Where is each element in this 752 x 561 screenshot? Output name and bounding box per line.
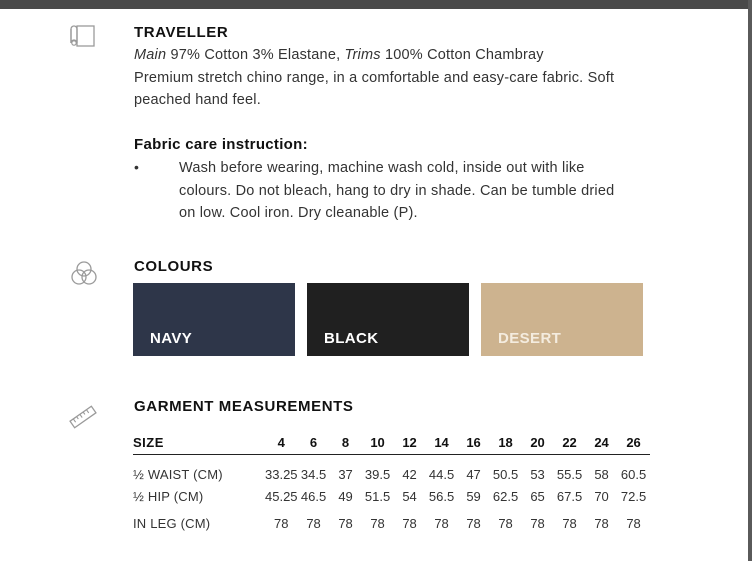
table-cell: 67.5: [556, 488, 583, 504]
row-label: ½ WAIST (CM): [133, 466, 223, 482]
size-header-cell: 10: [362, 430, 394, 455]
table-cell: 53: [530, 466, 545, 482]
table-cell: 78: [530, 515, 545, 531]
table-cell: 50.5: [492, 466, 519, 482]
care-title: Fabric care instruction:: [134, 136, 308, 153]
care-line2: colours. Do not bleach, hang to dry in shade. Can be tumble dried: [179, 182, 615, 199]
size-header-cell: 6: [298, 430, 330, 455]
swatch-desert: [481, 283, 643, 356]
table-cell: 44.5: [428, 466, 455, 482]
size-header-cell: 22: [554, 430, 586, 455]
table-cell: 78: [434, 515, 449, 531]
table-cell: 78: [338, 515, 353, 531]
main-label: Main: [134, 47, 167, 63]
size-header-cell: 8: [330, 430, 362, 455]
fabric-description-line1: Premium stretch chino range, in a comfortable and easy-care fabric. Soft: [134, 70, 615, 86]
table-cell: 78: [274, 515, 289, 531]
table-cell: 72.5: [620, 488, 647, 504]
table-cell: 34.5: [300, 466, 327, 482]
size-header: SIZE: [133, 430, 265, 455]
table-row-waist: [133, 463, 650, 485]
table-cell: 51.5: [364, 488, 391, 504]
table-cell: 78: [498, 515, 513, 531]
fabric-description-line2: peached hand feel.: [134, 92, 261, 108]
table-cell: 45.25: [265, 488, 298, 504]
table-cell: 56.5: [428, 488, 455, 504]
ruler-icon: [68, 402, 98, 432]
main-composition: 97% Cotton 3% Elastane,: [170, 47, 341, 63]
table-cell: 78: [594, 515, 609, 531]
trims-composition: 100% Cotton Chambray: [384, 47, 544, 63]
table-cell: 78: [562, 515, 577, 531]
table-cell: 60.5: [620, 466, 647, 482]
swatch-navy: [133, 283, 295, 356]
size-header-cell: 12: [394, 430, 426, 455]
fabric-title: TRAVELLER: [134, 24, 229, 41]
table-cell: 47: [466, 466, 481, 482]
table-cell: 58: [594, 466, 609, 482]
table-cell: 78: [402, 515, 417, 531]
right-border: [748, 0, 752, 561]
swatch-black-label: BLACK: [324, 330, 379, 347]
table-cell: 39.5: [364, 466, 391, 482]
colour-circles-icon: [70, 261, 98, 285]
table-cell: 37: [338, 466, 353, 482]
size-header-cell: 4: [265, 430, 298, 455]
swatch-navy-label: NAVY: [150, 330, 193, 347]
row-label: ½ HIP (CM): [133, 488, 204, 504]
table-row-hip: [133, 485, 650, 507]
table-cell: 55.5: [556, 466, 583, 482]
care-bullet: •: [134, 159, 139, 175]
swatch-black: [307, 283, 469, 356]
table-cell: 59: [466, 488, 481, 504]
size-header-cell: 24: [586, 430, 618, 455]
care-instructions: [179, 157, 649, 225]
measurements-title: GARMENT MEASUREMENTS: [134, 398, 354, 415]
fabric-composition: [134, 44, 544, 66]
table-cell: 49: [338, 488, 353, 504]
table-cell: 33.25: [265, 466, 298, 482]
measurements-table: [133, 430, 650, 534]
table-cell: 78: [626, 515, 641, 531]
colours-title: COLOURS: [134, 258, 214, 275]
table-cell: 78: [370, 515, 385, 531]
size-header-cell: 14: [426, 430, 458, 455]
table-cell: 78: [306, 515, 321, 531]
table-cell: 62.5: [492, 488, 519, 504]
size-header-cell: 18: [490, 430, 522, 455]
row-label: IN LEG (CM): [133, 515, 211, 531]
table-cell: 54: [402, 488, 417, 504]
table-cell: 65: [530, 488, 545, 504]
care-line1: Wash before wearing, machine wash cold, inside out with like: [179, 160, 585, 176]
trims-label: Trims: [344, 47, 381, 63]
size-header-cell: 16: [458, 430, 490, 455]
fabric-roll-icon: [68, 23, 96, 49]
size-header-cell: 20: [522, 430, 554, 455]
table-row-inleg: [133, 512, 650, 534]
size-header-cell: 26: [618, 430, 650, 455]
top-border: [0, 0, 752, 9]
table-cell: 70: [594, 488, 609, 504]
table-cell: 42: [402, 466, 417, 482]
table-header-row: [133, 430, 650, 455]
table-cell: 78: [466, 515, 481, 531]
swatch-desert-label: DESERT: [498, 330, 562, 347]
table-cell: 46.5: [300, 488, 327, 504]
care-line3: on low. Cool iron. Dry cleanable (P).: [179, 205, 418, 221]
